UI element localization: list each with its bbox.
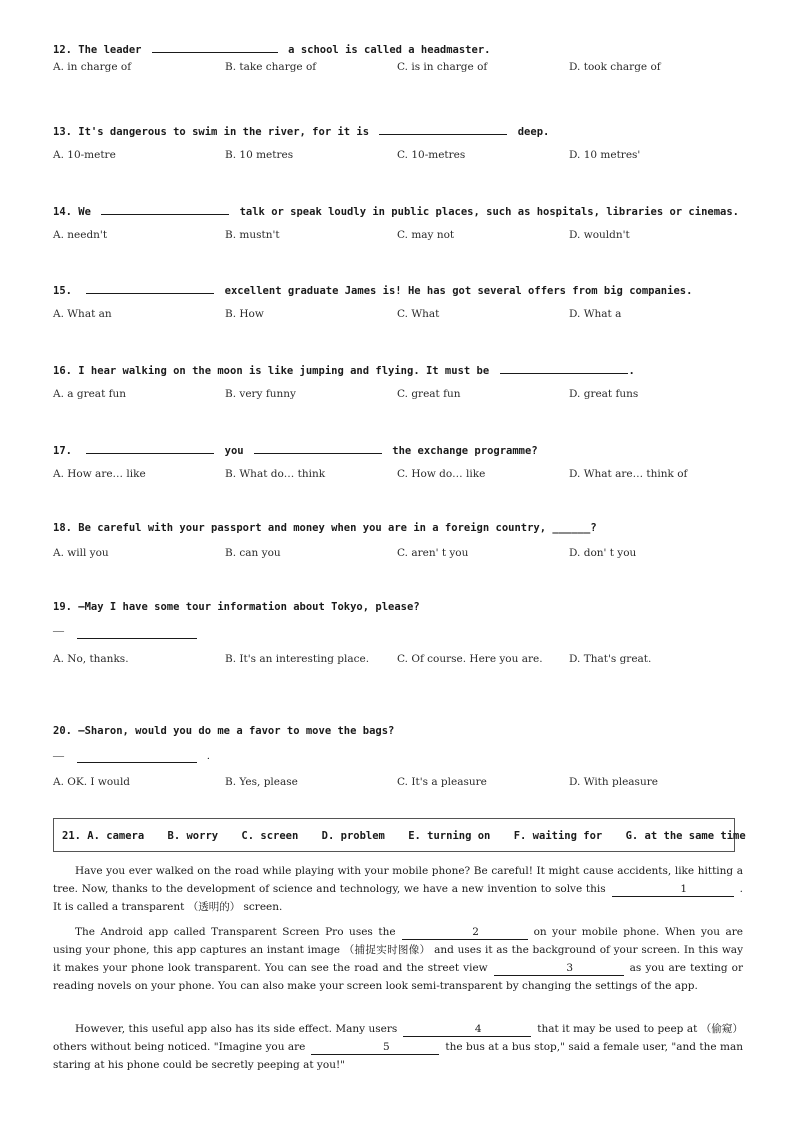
passage-text: that it may be used to peep at （偷窥） others without being noticed. "Imagine you are: [53, 1023, 743, 1053]
option-b[interactable]: B. What do… think: [225, 468, 326, 480]
option-b[interactable]: B. How: [225, 308, 264, 320]
option-b[interactable]: B. very funny: [225, 388, 296, 400]
option-c[interactable]: C. How do… like: [397, 468, 486, 480]
option-a[interactable]: A. How are… like: [53, 468, 146, 480]
word-bank-item: C. screen: [241, 830, 299, 842]
word-bank-item: F. waiting for: [513, 830, 603, 842]
option-c[interactable]: C. It's a pleasure: [397, 776, 487, 788]
word-bank-item: D. problem: [321, 830, 385, 842]
option-c[interactable]: C. What: [397, 308, 440, 320]
question-17: [53, 442, 753, 458]
option-b[interactable]: B. 10 metres: [225, 149, 294, 161]
option-a[interactable]: A. 10-metre: [53, 149, 116, 161]
question-text: 15.: [53, 285, 72, 297]
answer-blank[interactable]: [152, 41, 278, 53]
question-text: you: [224, 445, 244, 457]
question-text: 18. Be careful with your passport and money when you are in a foreign country, ______?: [53, 522, 597, 534]
question-text: 20. —Sharon, would you do me a favor to move the bags?: [53, 725, 395, 737]
option-b[interactable]: [225, 650, 375, 668]
option-d[interactable]: D. took charge of: [569, 61, 661, 73]
question-15: [53, 282, 753, 298]
answer-blank[interactable]: [77, 637, 197, 639]
dialogue-dash: —: [53, 625, 64, 637]
dialogue-dash: —: [53, 750, 64, 762]
question-13: [53, 123, 753, 139]
passage-text: The Android app called Transparent Screen Pro uses the: [75, 926, 396, 938]
answer-blank[interactable]: [379, 123, 507, 135]
option-d[interactable]: D. What are… think of: [569, 468, 688, 480]
passage-text: the bus at a bus stop," said a female user, "and the man staring at his phone could be secretly peeping at you!": [53, 1041, 743, 1071]
passage-paragraph-1: [53, 862, 743, 916]
option-b-text: B. It's an interesting place.: [225, 653, 370, 665]
option-d[interactable]: D. That's great.: [569, 653, 652, 665]
passage-blank-1[interactable]: 1: [612, 883, 734, 897]
option-d[interactable]: D. great funs: [569, 388, 639, 400]
option-b[interactable]: B. can you: [225, 547, 281, 559]
question-18: [53, 521, 753, 535]
option-b[interactable]: B. take charge of: [225, 61, 317, 73]
answer-blank[interactable]: [500, 362, 628, 374]
passage-blank-5[interactable]: 5: [311, 1041, 439, 1055]
question-text: 17.: [53, 445, 72, 457]
answer-blank[interactable]: [86, 282, 214, 294]
option-c[interactable]: C. 10-metres: [397, 149, 466, 161]
word-bank-box: [53, 818, 746, 852]
question-20: [53, 724, 753, 738]
word-bank-item: 21. A. camera: [62, 830, 145, 842]
option-b[interactable]: B. mustn't: [225, 229, 280, 241]
option-b[interactable]: B. Yes, please: [225, 776, 298, 788]
question-text: excellent graduate James is! He has got several offers from big companies.: [224, 285, 693, 297]
passage-text: Have you ever walked on the road while playing with your mobile phone? Be careful! It might cause accidents, like hitting a tree. Now, thanks to the development of science and technology, we have a new invention to solve this: [53, 865, 743, 895]
question-text: 14. We: [53, 206, 91, 218]
passage-blank-4[interactable]: 4: [403, 1023, 531, 1037]
question-text: 16. I hear walking on the moon is like jumping and flying. It must be: [53, 365, 490, 377]
option-c[interactable]: C. great fun: [397, 388, 461, 400]
question-text: the exchange programme?: [392, 445, 538, 457]
option-d[interactable]: D. wouldn't: [569, 229, 630, 241]
option-a[interactable]: A. No, thanks.: [53, 653, 129, 665]
passage-text: on your mobile phone. When you are using your phone, this app captures an instant image （捕捉实时图像） and uses it as the background of your screen. In this way it makes your phone look transparent. You can see the road and the street view: [53, 926, 744, 974]
option-a[interactable]: A. in charge of: [53, 61, 132, 73]
option-d[interactable]: D. 10 metres': [569, 149, 641, 161]
question-text: a school is called a headmaster.: [288, 44, 491, 56]
question-19: [53, 600, 753, 614]
option-d[interactable]: D. don' t you: [569, 547, 637, 559]
question-14: [53, 203, 753, 219]
option-c[interactable]: C. may not: [397, 229, 455, 241]
answer-blank-2[interactable]: [254, 442, 382, 454]
answer-blank-1[interactable]: [86, 442, 214, 454]
answer-blank[interactable]: [77, 761, 197, 763]
question-text: deep.: [517, 126, 550, 138]
passage-paragraph-3: [53, 1020, 743, 1074]
question-text: .: [628, 365, 635, 377]
question-text: 13. It's dangerous to swim in the river, for it is: [53, 126, 370, 138]
passage-paragraph-2: [53, 923, 743, 995]
passage-text: However, this useful app also has its side effect. Many users: [75, 1023, 398, 1035]
word-bank-item: B. worry: [167, 830, 219, 842]
option-a[interactable]: A. will you: [53, 547, 109, 559]
passage-blank-2[interactable]: 2: [402, 926, 528, 940]
word-bank-item: G. at the same time: [625, 830, 746, 842]
passage-blank-3[interactable]: 3: [494, 962, 624, 976]
option-c[interactable]: C. Of course. Here you are.: [397, 653, 543, 665]
option-c[interactable]: C. is in charge of: [397, 61, 488, 73]
question-text: 12. The leader: [53, 44, 142, 56]
option-d[interactable]: D. With pleasure: [569, 776, 658, 788]
option-d[interactable]: D. What a: [569, 308, 622, 320]
option-a[interactable]: A. OK. I would: [53, 776, 131, 788]
answer-blank[interactable]: [101, 203, 229, 215]
passage-text: . It is called a transparent （透明的） screen.: [53, 883, 743, 913]
passage-text: as you are texting or reading novels on your phone. You can also make your screen look semi-transparent by changing the settings of the app.: [53, 962, 743, 992]
question-16: [53, 362, 753, 378]
option-a[interactable]: A. a great fun: [53, 388, 127, 400]
question-text: talk or speak loudly in public places, such as hospitals, libraries or cinemas.: [239, 206, 739, 218]
word-bank-item: E. turning on: [408, 830, 491, 842]
question-12: [53, 41, 753, 57]
option-a[interactable]: A. What an: [53, 308, 112, 320]
dialogue-period: .: [207, 750, 210, 762]
question-text: 19. —May I have some tour information about Tokyo, please?: [53, 601, 420, 613]
option-c[interactable]: C. aren' t you: [397, 547, 469, 559]
option-a[interactable]: A. needn't: [53, 229, 108, 241]
